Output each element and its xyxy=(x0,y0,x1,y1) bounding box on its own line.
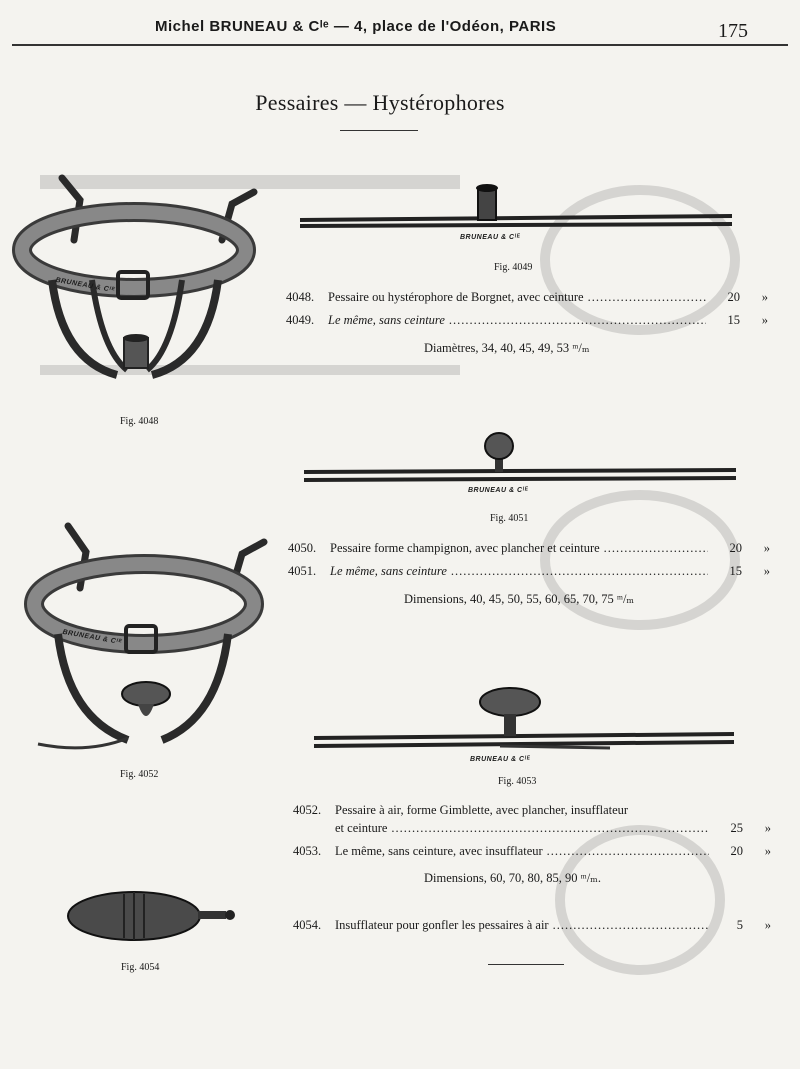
item-number: 4048. xyxy=(286,290,315,304)
leader-dots xyxy=(391,821,709,836)
figure-4048-belted-pessary xyxy=(22,170,262,410)
running-header xyxy=(0,14,800,48)
dimensions-4048-4049: Diamètres, 34, 40, 45, 49, 53 ᵐ/ₘ xyxy=(424,341,590,355)
maker-mark-4049: BRUNEAU & Cᴵᴱ xyxy=(460,234,521,241)
price-unit: » xyxy=(761,313,768,327)
item-4052 xyxy=(293,803,771,818)
price-unit: » xyxy=(764,918,771,932)
maker-mark-4051: BRUNEAU & Cᴵᴱ xyxy=(468,487,529,494)
figure-4051-mushroom-pessary xyxy=(300,430,740,490)
item-label-continued: et ceinture xyxy=(335,821,388,835)
figure-4052-air-pessary-belted xyxy=(28,518,278,758)
item-number: 4050. xyxy=(288,541,317,555)
caption-fig-4053: Fig. 4053 xyxy=(498,776,537,787)
figure-4053-air-pessary xyxy=(310,686,740,756)
caption-fig-4051: Fig. 4051 xyxy=(490,513,529,524)
maker-mark-4053: BRUNEAU & Cᴵᴱ xyxy=(470,756,531,763)
leader-dots xyxy=(604,541,708,556)
item-price: 25 xyxy=(730,821,743,835)
page-title: Pessaires — Hystérophores xyxy=(255,90,505,115)
item-label: Pessaire ou hystérophore de Borgnet, avec ceinture xyxy=(328,290,584,304)
item-label: Le même, sans ceinture xyxy=(330,564,447,578)
item-number: 4054. xyxy=(293,918,322,932)
item-label: Insufflateur pour gonfler les pessaires à air xyxy=(335,918,549,932)
title-rule xyxy=(340,130,418,131)
leader-dots xyxy=(547,844,709,859)
caption-fig-4049: Fig. 4049 xyxy=(494,262,533,273)
item-4051 xyxy=(288,564,770,579)
item-price: 20 xyxy=(727,290,740,304)
item-number: 4049. xyxy=(286,313,315,327)
belt-maker-mark: BRUNEAU & Cᴵᴱ xyxy=(61,628,123,647)
item-price: 15 xyxy=(729,564,742,578)
item-number: 4052. xyxy=(293,803,322,817)
item-4049 xyxy=(286,313,768,328)
item-price: 20 xyxy=(729,541,742,555)
item-4054 xyxy=(293,918,771,933)
price-unit: » xyxy=(764,821,771,835)
caption-fig-4048: Fig. 4048 xyxy=(120,416,159,427)
item-4050 xyxy=(288,541,770,556)
item-number: 4053. xyxy=(293,844,322,858)
price-unit: » xyxy=(761,290,768,304)
page-number: 175 xyxy=(718,20,748,42)
item-label: Le même, sans ceinture xyxy=(328,313,445,327)
item-price: 15 xyxy=(727,313,740,327)
item-label: Le même, sans ceinture, avec insufflateur xyxy=(335,844,543,858)
caption-fig-4054: Fig. 4054 xyxy=(121,962,160,973)
item-label: Pessaire forme champignon, avec plancher et ceinture xyxy=(330,541,600,555)
leader-dots xyxy=(553,918,709,933)
price-unit: » xyxy=(763,564,770,578)
figure-4049-stem-pessary xyxy=(296,180,736,230)
price-unit: » xyxy=(764,844,771,858)
item-number: 4051. xyxy=(288,564,317,578)
dimensions-4050-4051: Dimensions, 40, 45, 50, 55, 60, 65, 70, 75 ᵐ/ₘ xyxy=(404,592,635,606)
item-price: 20 xyxy=(730,844,743,858)
price-unit: » xyxy=(763,541,770,555)
section-end-rule xyxy=(488,964,564,965)
item-4053 xyxy=(293,844,771,859)
leader-dots xyxy=(451,564,708,579)
leader-dots xyxy=(588,290,706,305)
figure-4054-insufflator-bulb xyxy=(62,886,242,946)
dimensions-4052-4053: Dimensions, 60, 70, 80, 85, 90 ᵐ/ₘ. xyxy=(424,871,601,885)
publisher-line: Michel BRUNEAU & Cᴵᵉ — 4, place de l'Odéon, PARIS xyxy=(155,18,557,35)
header-rule xyxy=(12,44,788,46)
leader-dots xyxy=(449,313,706,328)
belt-maker-mark: BRUNEAU & Cᴵᴱ xyxy=(54,276,116,295)
item-price: 5 xyxy=(736,918,743,932)
caption-fig-4052: Fig. 4052 xyxy=(120,769,159,780)
item-label: Pessaire à air, forme Gimblette, avec plancher, insufflateur xyxy=(335,803,629,817)
item-4052-continued xyxy=(335,821,771,836)
item-4048 xyxy=(286,290,768,305)
